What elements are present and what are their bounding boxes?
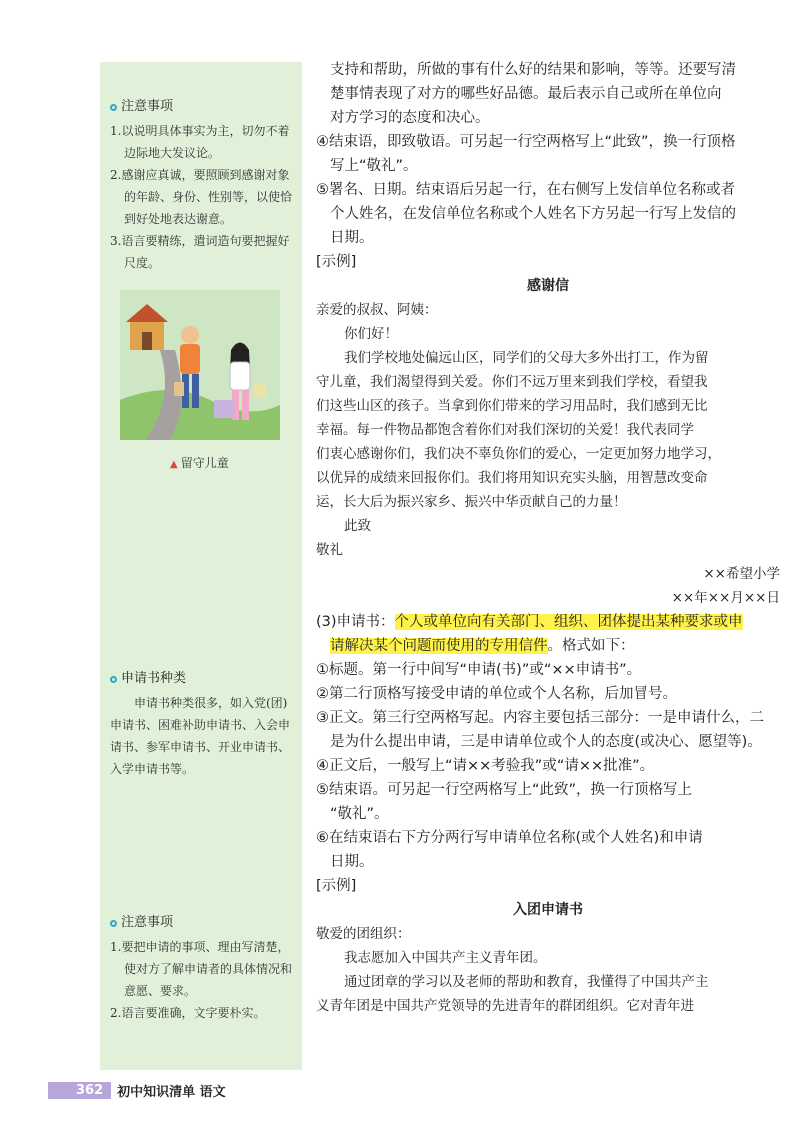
text-line: 通过团章的学习以及老师的帮助和教育，我懂得了中国共产主: [344, 974, 709, 990]
sidebar-types-text: 申请书种类很多，如入党(团)申请书、困难补助申请书、入会申请书、参军申请书、开业申请书、入学申请书等。: [110, 696, 291, 776]
text-line: “敬礼”。: [330, 806, 389, 822]
sidebar-notes-2-list: [110, 936, 298, 1024]
text-line: 是为什么提出申请，三是申请单位或个人的态度(或决心、愿望等)。: [330, 734, 762, 750]
text-line: 楚事情表现了对方的哪些好品德。最后表示自己或所在单位向: [330, 86, 722, 102]
text-line: ⑤结束语。可另起一行空两格写上“此致”，换一行顶格写上: [316, 782, 693, 798]
closing-1: 此致: [344, 518, 371, 534]
signature: ××希望小学: [703, 566, 780, 582]
text-line: ⑤署名、日期。结束语后另起一行，在右侧写上发信单位名称或者: [316, 182, 735, 198]
text-line: ②第二行顶格写接受申请的单位或个人名称，后加冒号。: [316, 686, 677, 702]
text-line: 对方学习的态度和决心。: [330, 110, 490, 126]
text-line: 日期。: [330, 230, 374, 246]
greeting: 你们好！: [344, 326, 398, 342]
sidebar-notes-2-title: 注意事项: [110, 912, 298, 934]
sidebar-types: [110, 668, 298, 780]
text-line: ③正文。第三行空两格写起。内容主要包括三部分：一是申请什么，二: [316, 710, 764, 726]
text-line: ④结束语，即致敬语。可另起一行空两格写上“此致”，换一行顶格: [316, 134, 736, 150]
text-line: 们这些山区的孩子。当拿到你们带来的学习用品时，我们感到无比: [316, 398, 708, 414]
text-line: 个人姓名，在发信单位名称或个人姓名下方另起一行写上发信的: [330, 206, 736, 222]
sidebar-notes-1: [110, 96, 298, 274]
main-content: [316, 58, 780, 1018]
closing-2: 敬礼: [316, 542, 343, 558]
application-definition-cont: 请解决某个问题而使用的专用信件。格式如下：: [330, 638, 635, 654]
page-footer: [48, 1079, 226, 1101]
text-line: 运，长大后为振兴家乡、振兴中华贡献自己的力量！: [316, 494, 627, 510]
text-line: 幸福。每一件物品都饱含着你们对我们深切的关爱！我代表同学: [316, 422, 694, 438]
text-line: 以优异的成绩来回报你们。我们将用知识充实头脑，用智慧改变命: [316, 470, 708, 486]
list-item: 1.以说明具体事实为主，切勿不着边际地大发议论。: [110, 124, 290, 160]
sidebar-notes-1-title: 注意事项: [110, 96, 298, 118]
list-item: 3.语言要精练，遣词造句要把握好尺度。: [110, 234, 290, 270]
letter-title: 感谢信: [527, 278, 569, 294]
left-behind-children-illustration: [120, 290, 280, 440]
text-line: ④正文后，一般写上“请××考验我”或“请××批准”。: [316, 758, 655, 774]
highlight: 请解决某个问题而使用的专用信件: [330, 638, 548, 654]
text-line: 我们学校地处偏远山区，同学们的父母大多外出打工，作为留: [344, 350, 709, 366]
bullet-circle-icon: [110, 676, 117, 683]
highlight: 个人或单位向有关部门、组织、团体提出某种要求或申: [394, 614, 743, 630]
list-item: 1.要把申请的事项、理由写清楚，使对方了解申请者的具体情况和意愿、要求。: [110, 940, 293, 998]
sidebar-types-title: 申请书种类: [110, 668, 298, 690]
application-title: 入团申请书: [513, 902, 583, 918]
text-line: 日期。: [330, 854, 374, 870]
text-line: 我志愿加入中国共产主义青年团。: [344, 950, 547, 966]
bullet-circle-icon: [110, 920, 117, 927]
text-line: 们衷心感谢你们，我们决不辜负你们的爱心，一定更加努力地学习，: [316, 446, 721, 462]
book-title: 初中知识清单 语文: [117, 1084, 226, 1100]
text-line: 守儿童，我们渴望得到关爱。你们不远万里来到我们学校，看望我: [316, 374, 708, 390]
triangle-icon: ▲: [170, 459, 178, 470]
text-line: 义青年团是中国共产党领导的先进青年的群团组织。它对青年进: [316, 998, 694, 1014]
sidebar-notes-1-list: [110, 120, 298, 274]
text-line: ⑥在结束语右下方分两行写申请单位名称(或个人姓名)和申请: [316, 830, 703, 846]
text-line: 支持和帮助，所做的事有什么好的结果和影响，等等。还要写清: [330, 62, 736, 78]
list-item: 2.语言要准确，文字要朴实。: [110, 1006, 266, 1020]
page-number: 362: [48, 1082, 111, 1099]
salutation: 敬爱的团组织：: [316, 926, 411, 942]
date: ××年××月××日: [671, 590, 780, 606]
text-line: 写上“敬礼”。: [330, 158, 418, 174]
bullet-circle-icon: [110, 104, 117, 111]
illustration-caption: ▲ 留守儿童: [170, 456, 229, 470]
application-definition: (3)申请书：个人或单位向有关部门、组织、团体提出某种要求或申: [316, 614, 743, 630]
salutation: 亲爱的叔叔、阿姨：: [316, 302, 438, 318]
example-label: [示例]: [316, 254, 357, 270]
example-label: [示例]: [316, 878, 357, 894]
sidebar-notes-2: [110, 912, 298, 1024]
text-line: ①标题。第一行中间写“申请(书)”或“××申请书”。: [316, 662, 642, 678]
list-item: 2.感谢应真诚，要照顾到感谢对象的年龄、身份、性别等，以使恰到好处地表达谢意。: [110, 168, 293, 226]
